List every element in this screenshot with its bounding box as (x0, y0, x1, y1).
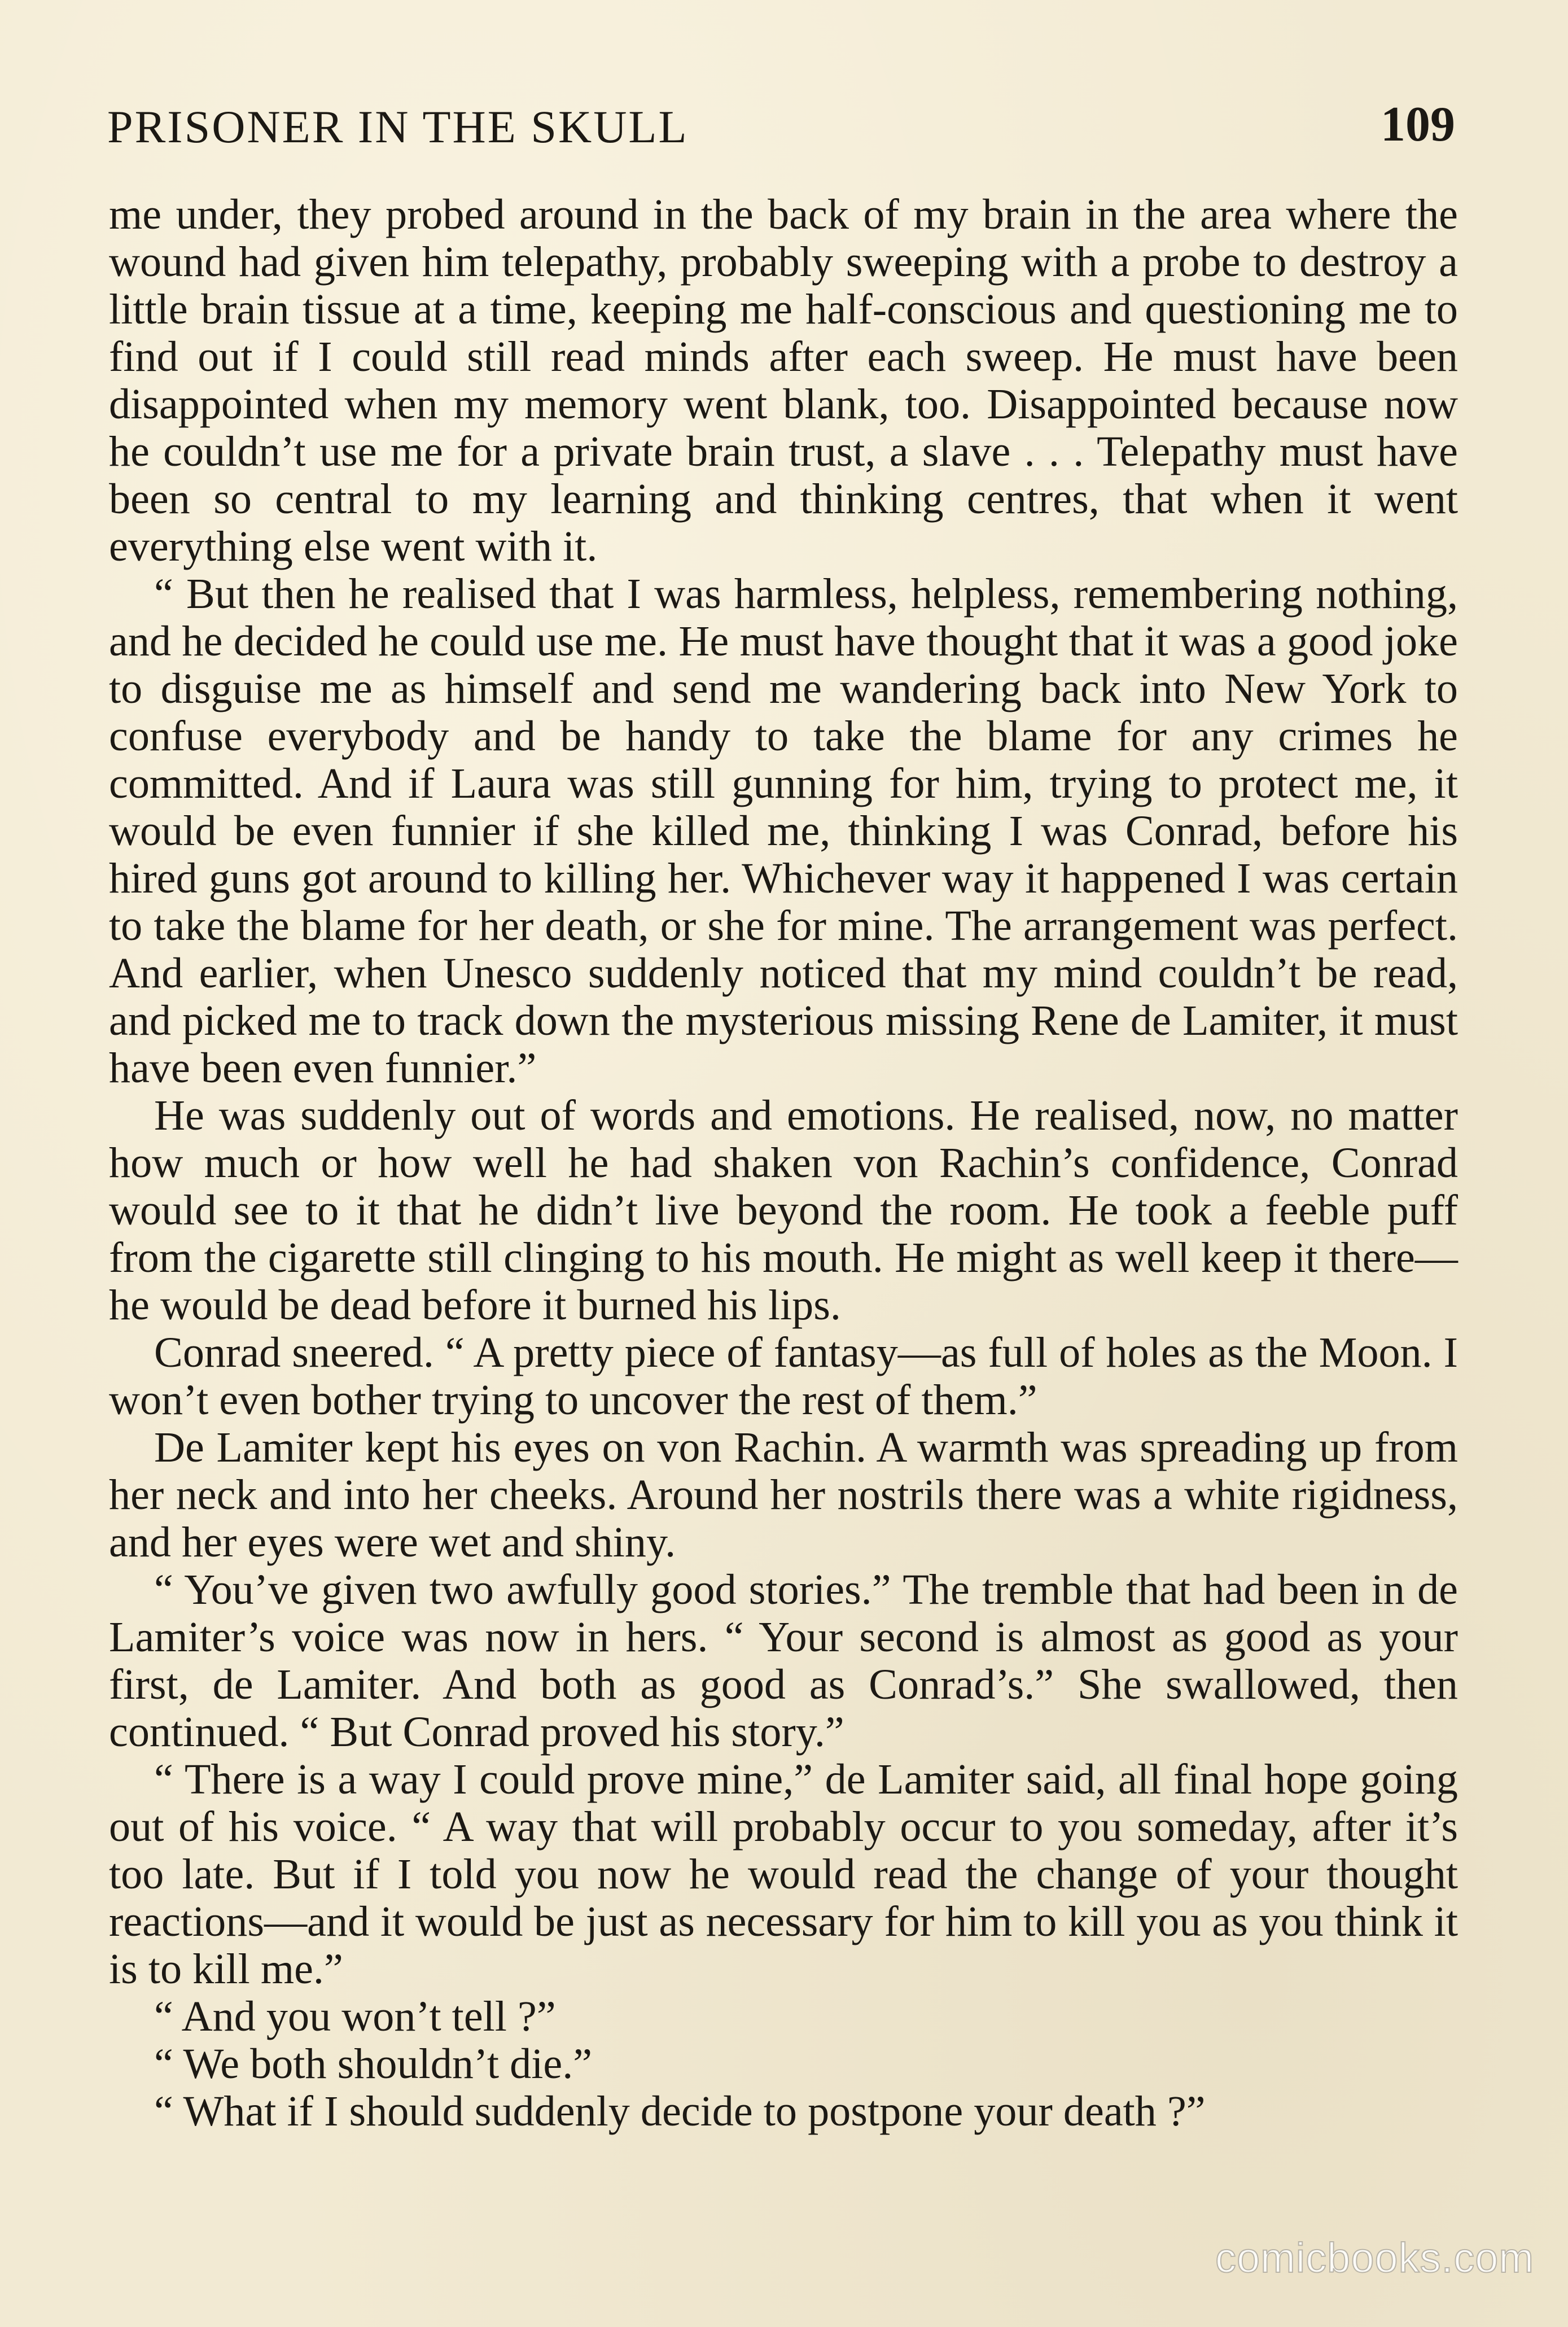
paragraph: Conrad sneered. “ A pretty piece of fantasy—as full of holes as the Moon. I won’t even bother trying to uncover the rest of them.” (109, 1329, 1458, 1424)
paragraph: “ But then he realised that I was harmless, helpless, remembering nothing, and he decided he could use me. He must have thought that it was a good joke to disguise me as himself and send me wandering back into New York to confuse everybody and be handy to take the blame for any crimes he committed. And if Laura was still gunning for him, trying to protect me, it would be even funnier if she killed me, thinking I was Conrad, before his hired guns got around to killing her. Whichever way it happened I was certain to take the blame for her death, or she for mine. The arrangement was perfect. And earlier, when Unesco suddenly noticed that my mind couldn’t be read, and picked me to track down the mysterious missing Rene de Lamiter, it must have been even funnier.” (109, 570, 1458, 1092)
paragraph: De Lamiter kept his eyes on von Rachin. A warmth was spreading up from her neck and into her cheeks. Around her nostrils there was a white rigidness, and her eyes were wet and shiny. (109, 1424, 1458, 1566)
paragraph: me under, they probed around in the back of my brain in the area where the wound had given him telepathy, probably sweeping with a probe to destroy a little brain tissue at a time, keeping me half-conscious and questioning me to find out if I could still read minds after each sweep. He must have been disappointed when my memory went blank, too. Disappointed because now he couldn’t use me for a private brain trust, a slave . . . Telepathy must have been so central to my learning and thinking centres, that when it went everything else went with it. (109, 191, 1458, 570)
paragraph: He was suddenly out of words and emotions. He realised, now, no matter how much or how well he had shaken von Rachin’s confidence, Conrad would see to it that he didn’t live beyond the room. He took a feeble puff from the cigarette still clinging to his mouth. He might as well keep it there—he would be dead before it burned his lips. (109, 1092, 1458, 1329)
paragraph: “ There is a way I could prove mine,” de Lamiter said, all final hope going out of his voice. “ A way that will probably occur to you someday, after it’s too late. But if I told you now he would read the change of your thought reactions—and it would be just as necessary for him to kill you as you think it is to kill me.” (109, 1756, 1458, 1993)
page-header (107, 96, 1455, 164)
running-head: PRISONER IN THE SKULL (107, 101, 689, 152)
body-text (109, 191, 1458, 2135)
page-number: 109 (1381, 97, 1455, 152)
paragraph: “ And you won’t tell ?” (154, 1993, 556, 2040)
paragraph: “ You’ve given two awfully good stories.” The tremble that had been in de Lamiter’s voice was now in hers. “ Your second is almost as good as your first, de Lamiter. And both as good as Conrad’s.” She swallowed, then continued. “ But Conrad proved his story.” (109, 1566, 1458, 1756)
paragraph: “ What if I should suddenly decide to postpone your death ?” (154, 2088, 1206, 2135)
paragraph: “ We both shouldn’t die.” (154, 2040, 593, 2088)
watermark: comicbooks.com (1215, 2234, 1534, 2281)
